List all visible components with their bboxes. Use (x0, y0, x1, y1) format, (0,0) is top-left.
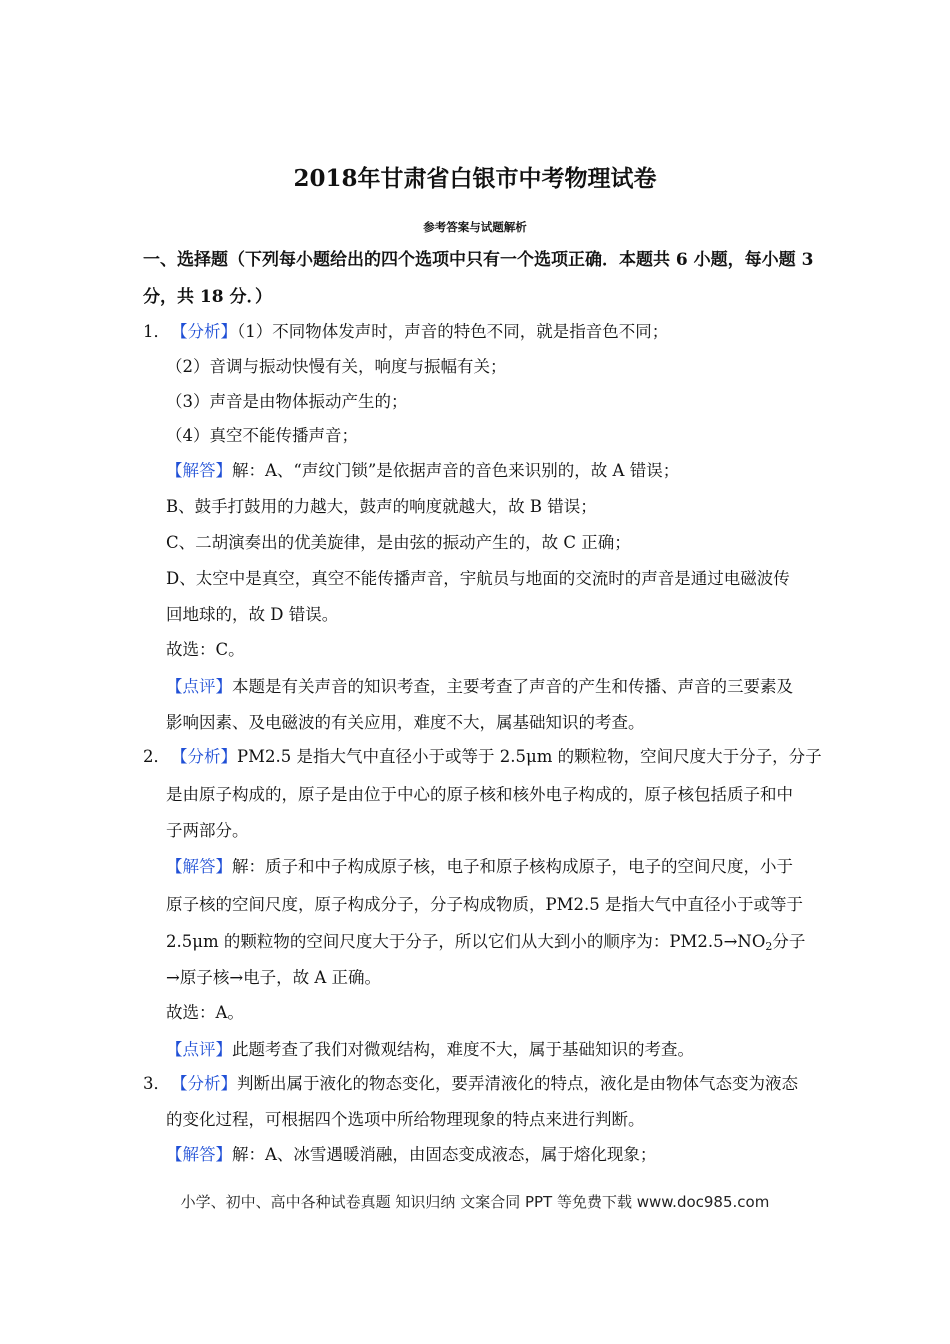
q1-answer-line (166, 459, 679, 483)
answer-tag: 【解答】 (166, 1145, 232, 1164)
q2-comment-line (166, 1038, 694, 1062)
section-heading-line-2: 分，共 18 分．） (143, 287, 272, 307)
q2-answer-3b: 分子 (772, 932, 806, 951)
answer-tag: 【解答】 (166, 857, 232, 876)
q3-number: 3． (143, 1074, 170, 1093)
q2-answer-text: 解：质子和中子构成原子核，电子和原子核构成原子，电子的空间尺度，小于 (232, 857, 793, 876)
q1-option-d-line-1: D、太空中是真空，真空不能传播声音，宇航员与地面的交流时的声音是通过电磁波传 (166, 569, 790, 588)
q3-analysis-line-2: 的变化过程，可根据四个选项中所给物理现象的特点来进行判断。 (166, 1110, 645, 1129)
page-footer: 小学、初中、高中各种试卷真题 知识归纳 文案合同 PPT 等免费下载 www.doc985.com (180, 1193, 770, 1211)
q1-comment-line-2: 影响因素、及电磁波的有关应用，难度不大，属基础知识的考查。 (166, 713, 645, 732)
q1-analysis-item-2: （2）音调与振动快慢有关，响度与振幅有关； (166, 357, 507, 376)
analysis-tag: 【分析】 (171, 747, 237, 766)
comment-tag: 【点评】 (166, 677, 232, 696)
q1-comment-line-1 (166, 675, 793, 699)
answer-tag: 【解答】 (166, 461, 232, 480)
q1-comment-text: 本题是有关声音的知识考查，主要考查了声音的产生和传播、声音的三要素及 (232, 677, 793, 696)
q1-analysis-item-4: （4）真空不能传播声音； (166, 426, 358, 445)
analysis-tag: 【分析】 (171, 1074, 237, 1093)
document-subtitle: 参考答案与试题解析 (423, 220, 527, 234)
q1-option-b: B、鼓手打鼓用的力越大，鼓声的响度就越大，故 B 错误； (166, 497, 597, 516)
q1-option-c: C、二胡演奏出的优美旋律，是由弦的振动产生的，故 C 正确； (166, 533, 631, 552)
q1-analysis-line (143, 320, 668, 344)
q2-answer-line-1 (166, 855, 793, 879)
q1-answer-text: 解：A、“声纹门锁”是依据声音的音色来识别的，故 A 错误； (232, 461, 680, 480)
q3-answer-text: 解：A、冰雪遇暖消融，由固态变成液态，属于熔化现象； (232, 1145, 657, 1164)
q1-analysis-item-3: （3）声音是由物体振动产生的； (166, 392, 408, 411)
q2-analysis-line-1 (143, 745, 822, 769)
q2-comment-text: 此题考查了我们对微观结构，难度不大，属于基础知识的考查。 (232, 1040, 694, 1059)
q3-analysis-line-1 (143, 1072, 798, 1096)
q1-analysis-text: （1）不同物体发声时，声音的特色不同，就是指音色不同； (237, 322, 669, 341)
q2-answer-3a: 2.5μm 的颗粒物的空间尺度大于分子，所以它们从大到小的顺序为：PM2.5→NO (166, 932, 766, 951)
q2-answer-subscript: 2 (765, 940, 773, 953)
q2-analysis-line-2: 是由原子构成的，原子是由位于中心的原子核和核外电子构成的，原子核包括质子和中 (166, 785, 793, 804)
analysis-tag: 【分析】 (171, 322, 237, 341)
comment-tag: 【点评】 (166, 1040, 232, 1059)
q2-analysis-line-3: 子两部分。 (166, 821, 249, 840)
q3-analysis-text: 判断出属于液化的物态变化，要弄清液化的特点，液化是由物体气态变为液态 (237, 1074, 798, 1093)
document-title: 2018年甘肃省白银市中考物理试卷 (293, 165, 657, 192)
q2-analysis-text: PM2.5 是指大气中直径小于或等于 2.5μm 的颗粒物，空间尺度大于分子，分子 (237, 747, 822, 766)
q3-answer-line (166, 1143, 656, 1167)
q2-choice: 故选：A。 (166, 1003, 244, 1022)
q1-number: 1． (143, 322, 170, 341)
q2-answer-line-4: →原子核→电子，故 A 正确。 (166, 968, 382, 987)
q2-number: 2． (143, 747, 170, 766)
section-heading-line-1: 一、选择题（下列每小题给出的四个选项中只有一个选项正确．本题共 6 小题，每小题 3 (143, 250, 814, 270)
q2-answer-line-3 (166, 930, 805, 954)
q2-answer-line-2: 原子核的空间尺度，原子构成分子，分子构成物质，PM2.5 是指大气中直径小于或等于 (166, 895, 803, 914)
q1-option-d-line-2: 回地球的，故 D 错误。 (166, 605, 339, 624)
q1-choice: 故选：C。 (166, 640, 245, 659)
